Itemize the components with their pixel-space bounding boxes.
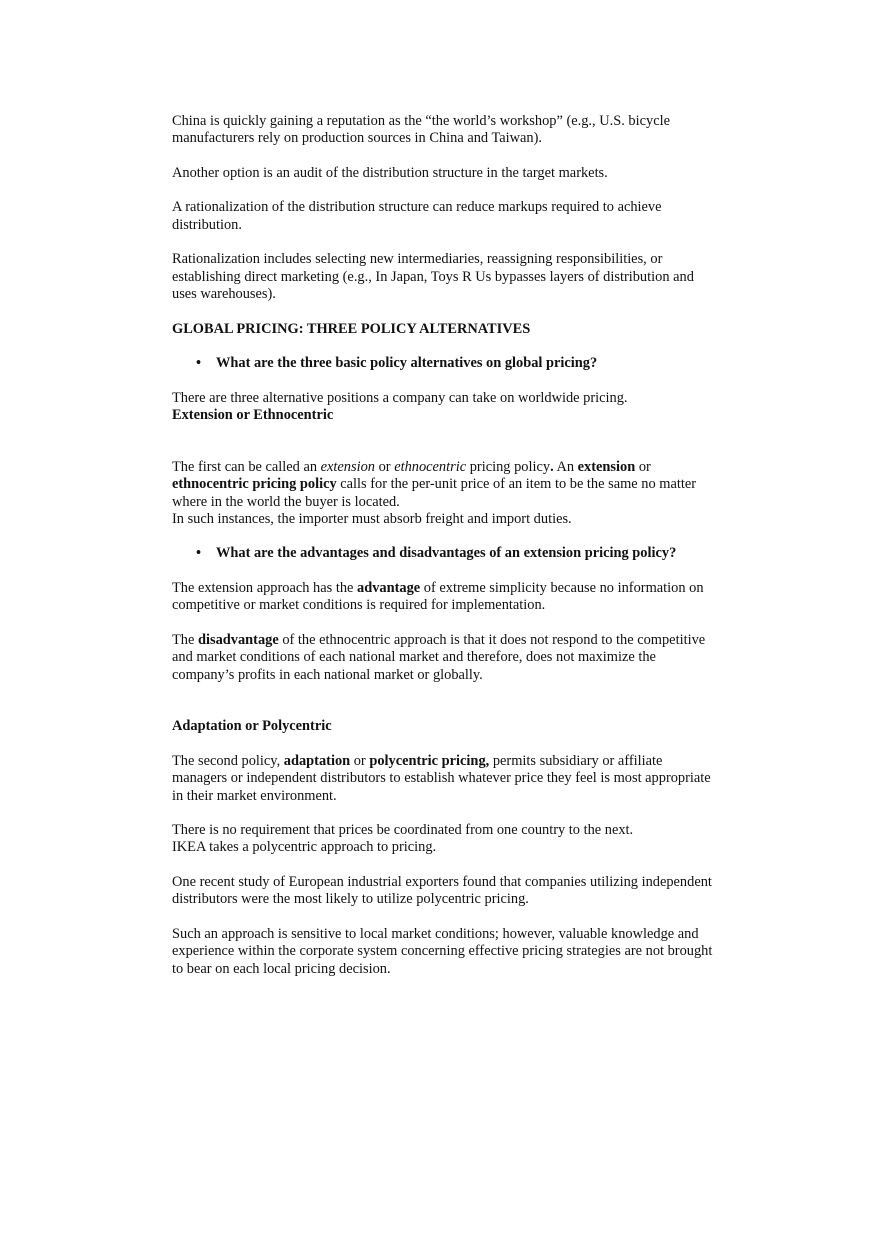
- spacer: [172, 701, 717, 718]
- adapt-bold-polycentric: polycentric pricing,: [369, 752, 490, 769]
- heading-extension: Extension or Ethnocentric: [172, 407, 334, 424]
- paragraph-audit: Another option is an audit of the distribution structure in the target markets.: [172, 164, 608, 181]
- heading-global-pricing: GLOBAL PRICING: THREE POLICY ALTERNATIVES: [172, 320, 531, 337]
- bullet-icon: •: [196, 545, 202, 562]
- paragraph-china: China is quickly gaining a reputation as the “the world’s workshop” (e.g., U.S. bicycle manufacturers rely on production sources in China and Taiwan).: [172, 113, 670, 147]
- paragraph-three-positions: [172, 390, 717, 425]
- ext-bold-period: .: [550, 458, 554, 475]
- heading-adaptation: Adaptation or Polycentric: [172, 718, 332, 735]
- dis-bold-disadvantage: disadvantage: [197, 631, 279, 648]
- ext-bold-extension: extension: [577, 458, 636, 475]
- paragraph-disadvantage: [172, 632, 717, 684]
- ikea-text: IKEA takes a polycentric approach to pricing.: [172, 839, 437, 856]
- adapt-text-2: or: [350, 752, 370, 769]
- ext-text-2: or: [375, 458, 395, 475]
- dis-text-1: The: [172, 631, 198, 648]
- question-advantages: [172, 545, 717, 562]
- ext-text-importer: In such instances, the importer must absorb freight and import duties.: [172, 510, 572, 527]
- ext-text-4: An: [553, 458, 578, 475]
- paragraph-study: One recent study of European industrial exporters found that companies utilizing independent distributors were the most likely to utilize polycentric pricing.: [172, 874, 712, 908]
- ext-text-5: or: [635, 458, 651, 475]
- three-positions-text: There are three alternative positions a company can take on worldwide pricing.: [172, 389, 628, 406]
- question-three-alternatives: [172, 355, 717, 372]
- paragraph-rationalization-includes: Rationalization includes selecting new intermediaries, reassigning responsibilities, or establishing direct marketing (e.g., In Japan, Toys R Us bypasses layers of distribution and uses warehouses).: [172, 251, 694, 302]
- dis-text-2: of the ethnocentric approach is that it does not respond to the competitive and market conditions of each national market and therefore, does not maximize the company’s profits in each national market or globally.: [172, 631, 706, 683]
- spacer: [172, 442, 717, 459]
- ext-bold-policy: ethnocentric pricing policy: [172, 476, 337, 493]
- adv-text-1: The extension approach has the: [172, 580, 358, 597]
- paragraph-extension-policy: [172, 459, 717, 528]
- paragraph-advantage: [172, 580, 717, 615]
- ext-text-6: calls for the per-unit price of an item to be the same no matter where in the world the buyer is located.: [172, 476, 697, 510]
- question-text: What are the advantages and disadvantages of an extension pricing policy?: [216, 545, 677, 562]
- adapt-text-3: permits subsidiary or affiliate managers or independent distributors to establish whatever price they feel is most appropriate in their market environment.: [172, 752, 711, 804]
- paragraph-sensitive: Such an approach is sensitive to local market conditions; however, valuable knowledge and experience within the corporate system concerning effective pricing strategies are not brought to bear on each local pricing decision.: [172, 925, 713, 977]
- ext-text-3: pricing policy: [466, 458, 551, 475]
- adv-bold-advantage: advantage: [357, 580, 421, 597]
- document-body: [172, 113, 717, 995]
- ext-italic-ethnocentric: ethnocentric: [394, 458, 467, 475]
- bullet-icon: •: [196, 355, 202, 372]
- paragraph-adaptation-policy: [172, 753, 717, 805]
- question-text: What are the three basic policy alternatives on global pricing?: [216, 355, 598, 372]
- adv-text-2: of extreme simplicity because no information on competitive or market conditions is required for implementation.: [172, 580, 704, 614]
- paragraph-rationalization: A rationalization of the distribution structure can reduce markups required to achieve distribution.: [172, 199, 662, 233]
- adapt-text-1: The second policy,: [172, 752, 284, 769]
- adapt-bold-adaptation: adaptation: [283, 752, 351, 769]
- paragraph-coordination: [172, 822, 717, 857]
- ext-italic-extension: extension: [320, 458, 375, 475]
- coordination-text: There is no requirement that prices be coordinated from one country to the next.: [172, 822, 634, 839]
- ext-text-1: The first can be called an: [172, 458, 321, 475]
